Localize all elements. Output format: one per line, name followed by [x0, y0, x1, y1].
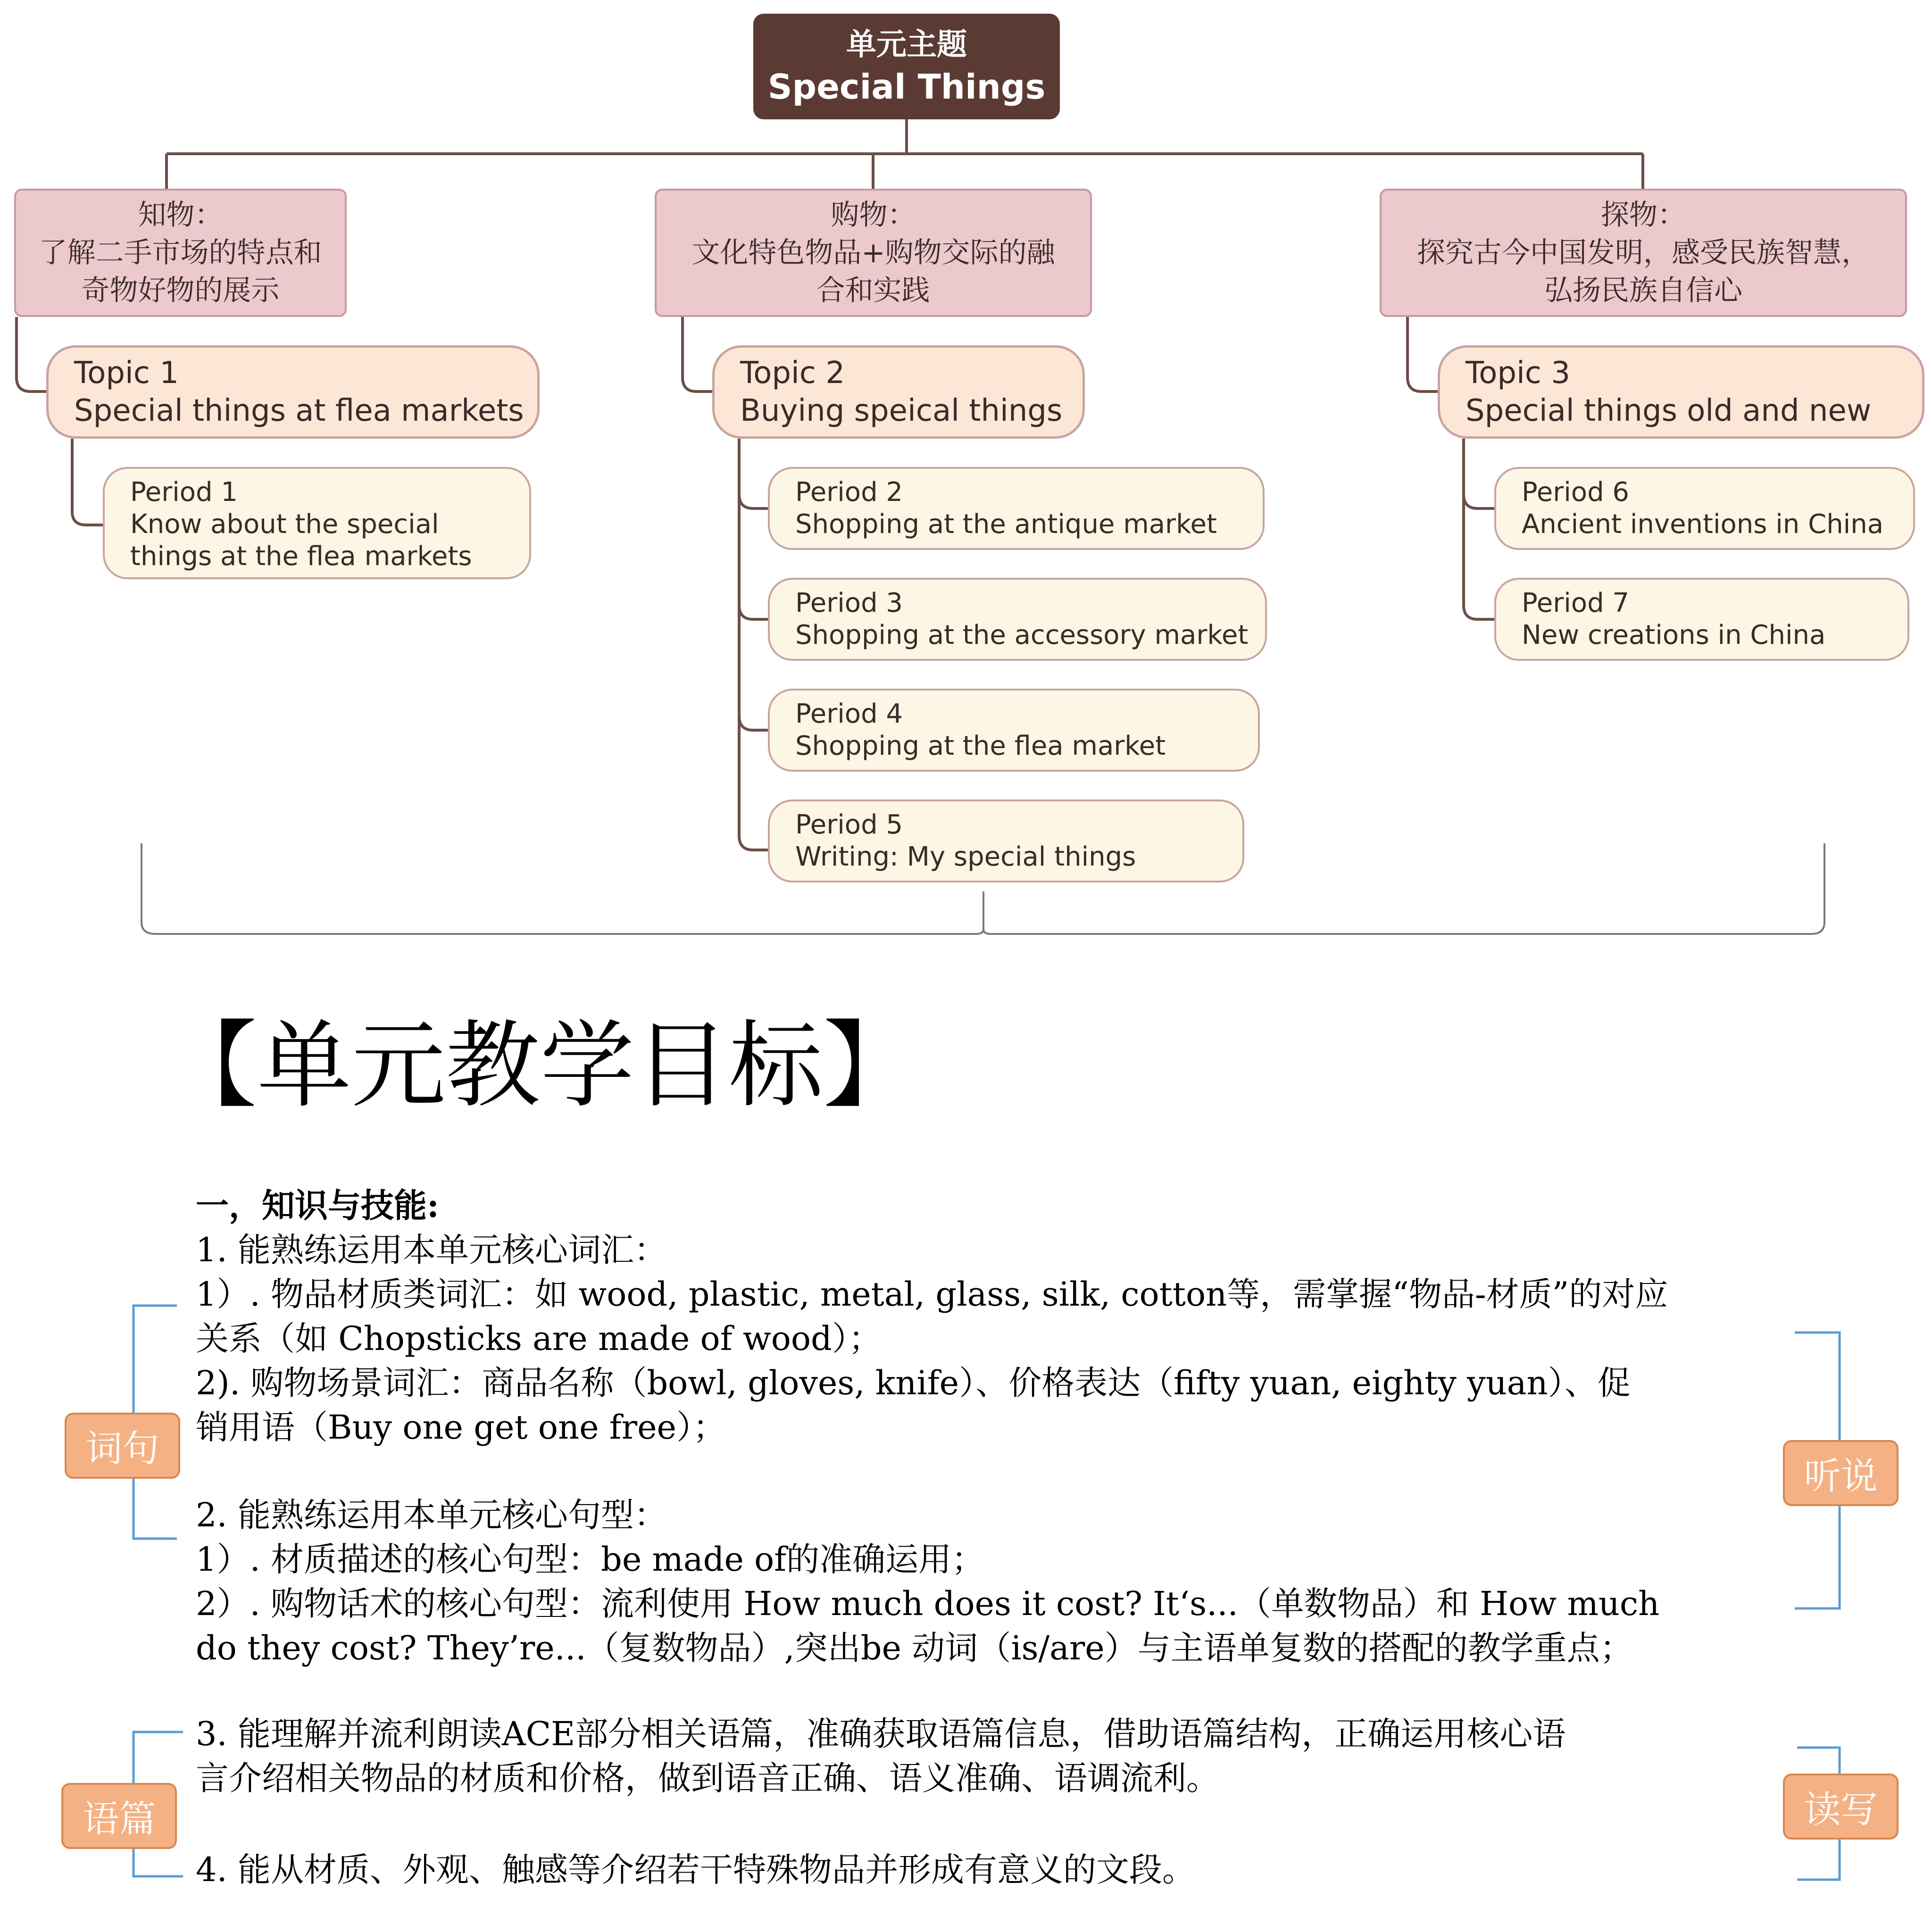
period-label: Period 5	[795, 809, 903, 840]
category-line: 文化特色物品+购物交际的融	[691, 236, 1055, 269]
objective-line: 2）. 购物话术的核心句型：流利使用 How much does it cost? It‘s...（单数物品）和 How much	[196, 1584, 1660, 1623]
objective-line: 4. 能从材质、外观、触感等介绍若干特殊物品并形成有意义的文段。	[196, 1850, 1196, 1889]
period-label: Period 1	[130, 477, 238, 508]
objective-line: 1）. 材质描述的核心句型：be made of的准确运用；	[196, 1540, 985, 1579]
category-head: 探物：	[1601, 199, 1686, 232]
category-line: 弘扬民族自信心	[1544, 274, 1742, 307]
period-label: Period 4	[795, 699, 903, 729]
root-title-en: Special Things	[767, 67, 1046, 107]
tag-discourse: 语篇	[61, 1783, 177, 1849]
topic-box-3	[1438, 345, 1924, 439]
category-line: 合和实践	[816, 274, 930, 307]
category-box-zhiwu	[14, 189, 347, 317]
period-line: Shopping at the antique market	[795, 509, 1217, 540]
category-head: 购物：	[831, 199, 916, 232]
period-line: New creations in China	[1522, 620, 1826, 650]
period-box-4	[768, 689, 1260, 772]
objective-line: do they cost? They’re...（复数物品）,突出be 动词（is/are）与主语单复数的搭配的教学重点；	[196, 1629, 1633, 1667]
topic-label: Topic 1	[74, 356, 179, 391]
objective-line: 1）. 物品材质类词汇：如 wood, plastic, metal, glass, silk, cotton等，需掌握“物品-材质”的对应	[196, 1275, 1668, 1314]
category-line: 探究古今中国发明，感受民族智慧，	[1417, 236, 1870, 269]
period-box-6	[1494, 467, 1915, 550]
objective-line: 言介绍相关物品的材质和价格，做到语音正确、语义准确、语调流利。	[196, 1759, 1219, 1798]
period-box-7	[1494, 578, 1909, 661]
tag-listening: 听说	[1783, 1440, 1899, 1506]
period-box-1	[103, 467, 531, 579]
topic-title: Special things old and new	[1466, 393, 1872, 428]
objective-heading: 一，知识与技能:	[196, 1186, 439, 1225]
root-topic-box	[753, 14, 1060, 119]
period-line: Ancient inventions in China	[1522, 509, 1884, 540]
period-label: Period 3	[795, 588, 903, 618]
objective-line: 2). 购物场景词汇：商品名称（bowl, gloves, knife）、价格表达（fifty yuan, eighty yuan）、促	[196, 1364, 1631, 1402]
period-box-5	[768, 799, 1244, 883]
topic-box-1	[46, 345, 540, 439]
period-box-2	[768, 467, 1265, 550]
objective-line: 2. 能熟练运用本单元核心句型：	[196, 1496, 667, 1534]
period-label: Period 7	[1522, 588, 1630, 618]
objective-line: 3. 能理解并流利朗读ACE部分相关语篇，准确获取语篇信息，借助语篇结构，正确运用核心语	[196, 1715, 1566, 1753]
category-box-gouwu	[655, 189, 1092, 317]
period-line: Writing: My special things	[795, 841, 1136, 872]
topic-label: Topic 3	[1466, 356, 1571, 391]
topic-title: Special things at flea markets	[74, 393, 524, 428]
category-head: 知物：	[138, 199, 223, 232]
period-line: Shopping at the flea market	[795, 731, 1166, 761]
tag-words: 词句	[65, 1413, 180, 1479]
objective-line: 1. 能熟练运用本单元核心词汇：	[196, 1231, 667, 1269]
category-line: 了解二手市场的特点和	[39, 236, 322, 269]
objective-line: 关系（如 Chopsticks are made of wood）；	[196, 1319, 882, 1358]
root-title-zh: 单元主题	[846, 27, 967, 62]
tag-reading: 读写	[1783, 1774, 1899, 1840]
period-label: Period 6	[1522, 477, 1630, 508]
period-line: things at the flea markets	[130, 541, 472, 572]
objectives-title: 【单元教学目标】	[163, 1011, 918, 1121]
category-line: 奇物好物的展示	[81, 274, 280, 307]
period-line: Shopping at the accessory market	[795, 620, 1249, 650]
objective-line: 销用语（Buy one get one free）；	[196, 1408, 726, 1447]
period-label: Period 2	[795, 477, 903, 508]
category-box-tanwu	[1380, 189, 1907, 317]
topic-title: Buying speical things	[740, 393, 1063, 428]
topic-label: Topic 2	[740, 356, 845, 391]
period-line: Know about the special	[130, 509, 439, 540]
topic-box-2	[712, 345, 1085, 439]
period-box-3	[768, 578, 1267, 661]
